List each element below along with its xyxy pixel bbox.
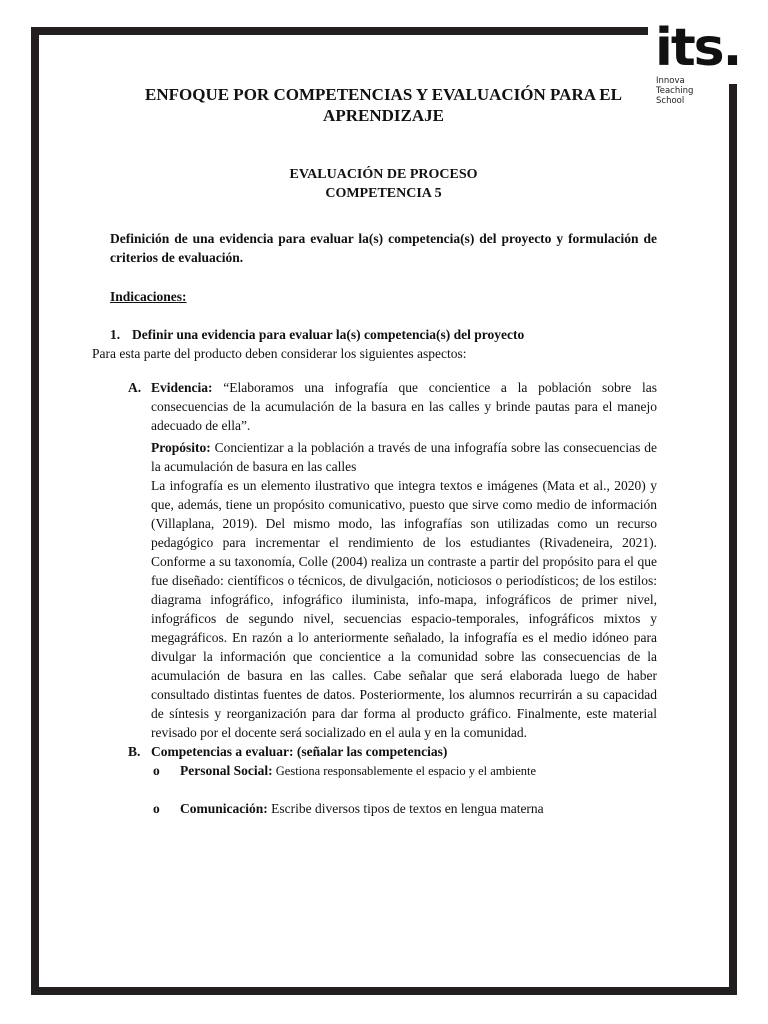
competence-bullet (153, 799, 657, 818)
section-1-intro: Para esta parte del producto deben considerar los siguientes aspectos: (92, 346, 467, 361)
bullet-marker: o (153, 801, 160, 816)
evidence-label: Evidencia: (151, 380, 213, 395)
competence-bullet (153, 761, 657, 781)
list-item-b (128, 742, 657, 761)
list-marker: A. (128, 380, 142, 395)
section-1-number: 1. (110, 327, 121, 342)
list-item-a (128, 378, 657, 742)
indications-heading: Indicaciones: (110, 289, 187, 304)
bullet-marker: o (153, 763, 160, 778)
competence-text: Gestiona responsablemente el espacio y el ambiente (272, 764, 537, 778)
document-body (92, 84, 657, 818)
subtitle-competence: COMPETENCIA 5 (325, 186, 442, 201)
logo-tagline-line: Teaching (656, 86, 694, 96)
item-a-body (151, 378, 657, 742)
evidence-paragraph (151, 378, 657, 435)
subtitle-evaluation: EVALUACIÓN DE PROCESO (289, 167, 478, 182)
competence-label: Personal Social: (180, 763, 273, 778)
section-1 (92, 325, 657, 363)
item-b-heading: Competencias a evaluar: (señalar las competencias) (151, 744, 448, 759)
competence-label: Comunicación: (180, 801, 268, 816)
logo-tagline-line: School (656, 96, 685, 106)
infographic-paragraph: La infografía es un elemento ilustrativo que integra textos e imágenes (Mata et al., 2020) y que, además, tiene un propósito comunicativo, puesto que sirve como medio de información (Villaplana, 2019). Del mismo modo, las infografías son utilizadas como un recurso pedagógico para incrementar el rendimiento de los estudiantes (Rivadeneira, 2021). Conforme a su taxonomía, Colle (2004) realiza un contraste a partir del propósito para el que fue diseñado: científicos o técnicos, de divulgación, noticiosos o periodísticos; de los estilos: diagrama infográfico, infográfico iluminista, info-mapa, infográficos de primer nivel, infográficos de segundo nivel, secuencias espacio-temporales, infográficos mixtos y megagráficos. En razón a lo anteriormente señalado, la infografía es el medio idóneo para divulgar la información que concientice a la comunidad sobre las consecuencias de la acumulación de basura en las calles. Cabe señalar que será elaborada luego de haber consultado distintas fuentes de datos. Posteriormente, los alumnos recurrirán a su capacidad de síntesis y reorganización para dar forma al producto gráfico. Finalmente, este material revisado por el docente será socializado en el aula y en la comunidad. (151, 478, 657, 740)
evidence-text: “Elaboramos una infografía que concientice a la población sobre las consecuencias de la acumulación de la basura en las calles y brinde pautas para el manejo adecuado de ella”. (151, 380, 657, 433)
purpose-label: Propósito: (151, 440, 211, 455)
purpose-paragraph (151, 438, 657, 476)
definition-paragraph: Definición de una evidencia para evaluar la(s) competencia(s) del proyecto y formulación de criterios de evaluación. (110, 231, 657, 265)
aspect-list (128, 378, 657, 818)
document-title: ENFOQUE POR COMPETENCIAS Y EVALUACIÓN PARA EL APRENDIZAJE (145, 85, 622, 125)
logo-tagline (656, 76, 693, 106)
logo-tagline-line: Innova (656, 76, 685, 86)
purpose-text: Concientizar a la población a través de una infografía sobre las consecuencias de la acumulación de basura en las calles (151, 440, 657, 474)
document-subtitle (110, 165, 657, 203)
section-1-heading (110, 325, 657, 344)
its-logo: its. (655, 18, 741, 78)
competence-text: Escribe diversos tipos de textos en lengua materna (267, 801, 544, 816)
list-marker: B. (128, 744, 141, 759)
section-1-title: Definir una evidencia para evaluar la(s) competencia(s) del proyecto (132, 327, 525, 342)
